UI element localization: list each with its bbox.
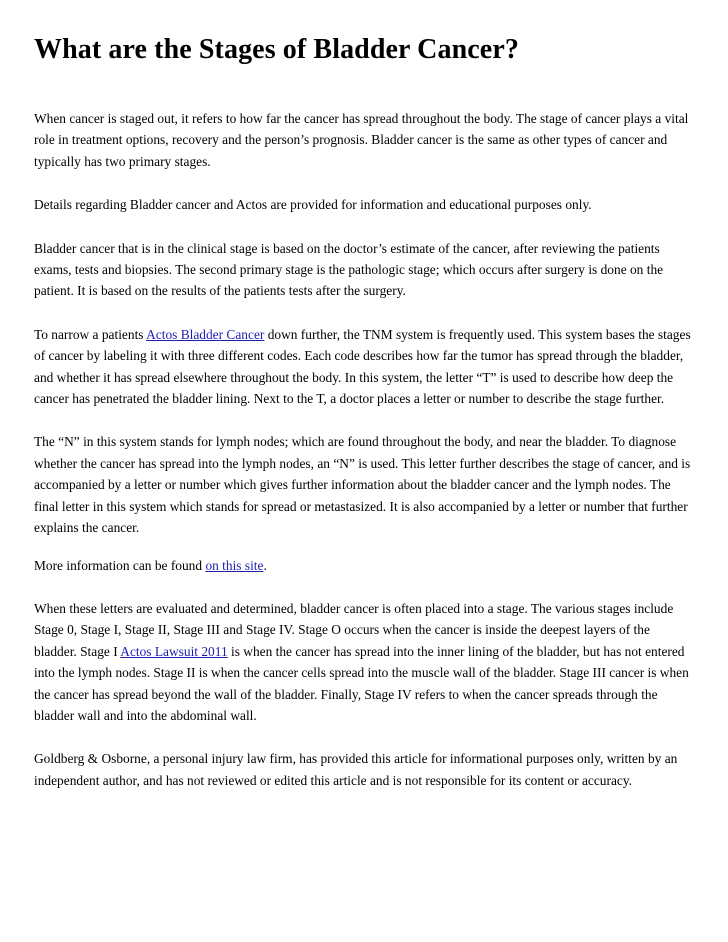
on-this-site-link[interactable]: on this site [205,557,264,573]
paragraph-text: When these letters are evaluated and determined, bladder cancer is often placed into a stage. The various stages include Stage 0, Stage I, Stage II, Stage III and Stage IV. Stage O occurs when the cancer is inside the deepest layers of the bladder. Stage I [34,600,674,659]
page-title: What are the Stages of Bladder Cancer? [34,34,519,65]
actos-lawsuit-2011-link[interactable]: Actos Lawsuit 2011 [120,643,228,659]
paragraph-text: is when the cancer has spread into the inner lining of the bladder, but has not entered into the lymph nodes. Stage II is when the cancer cells spread into the muscle wall of the bladder. Stage III cancer is when the cancer has spread beyond the wall of the bladder. Finally, Stage IV refers to when the cancer spreads through the bladder wall and into the abdominal wall. [34,643,689,723]
paragraph-clinical-stage: Bladder cancer that is in the clinical stage is based on the doctor’s estimate of the cancer, after reviewing the patients exams, tests and biopsies. The second primary stage is the pathologic stage; which occurs after surgery is done on the patient. It is based on the results of the patients tests after the surgery. [34,240,664,299]
paragraph-tnm-system [34,324,692,410]
paragraph-lymph-nodes: The “N” in this system stands for lymph nodes; which are found throughout the body, and near the bladder. To diagnose whether the cancer has spread into the lymph nodes, an “N” is used. This letter further describes the stage of cancer, and is accompanied by a letter or number which gives further information about the bladder cancer and the lymph nodes. The final letter in this system which stands for spread or metastasized. It is also accompanied by a letter or number that further explains the cancer. [34,434,691,536]
paragraph-disclaimer: Details regarding Bladder cancer and Actos are provided for information and educational purposes only. [34,197,592,213]
paragraph-text: . [263,557,267,573]
paragraph-staging-intro: When cancer is staged out, it refers to how far the cancer has spread throughout the body. The stage of cancer plays a vital role in treatment options, recovery and the person’s prognosis. Bladder cancer is the same as other types of cancer and typically has two primary stages. [34,111,689,169]
actos-bladder-cancer-link[interactable]: Actos Bladder Cancer [146,326,265,342]
paragraph-law-firm-notice: Goldberg & Osborne, a personal injury law firm, has provided this article for informational purposes only, written by an independent author, and has not reviewed or edited this article and is not responsible for its content or accuracy. [34,751,678,788]
paragraph-text: down further, the TNM system is frequently used. This system bases the stages of cancer by labeling it with three different codes. Each code describes how far the tumor has spread through the bladder, and whether it has spread elsewhere throughout the body. In this system, the letter “T” is used to describe how deep the cancer has penetrated the bladder lining. Next to the T, a doctor places a letter or number to describe the stage further. [34,326,691,407]
paragraph-text: More information can be found [34,557,206,573]
paragraph-more-info [34,555,692,576]
paragraph-stages [34,598,692,726]
paragraph-text: To narrow a patients [34,326,147,342]
